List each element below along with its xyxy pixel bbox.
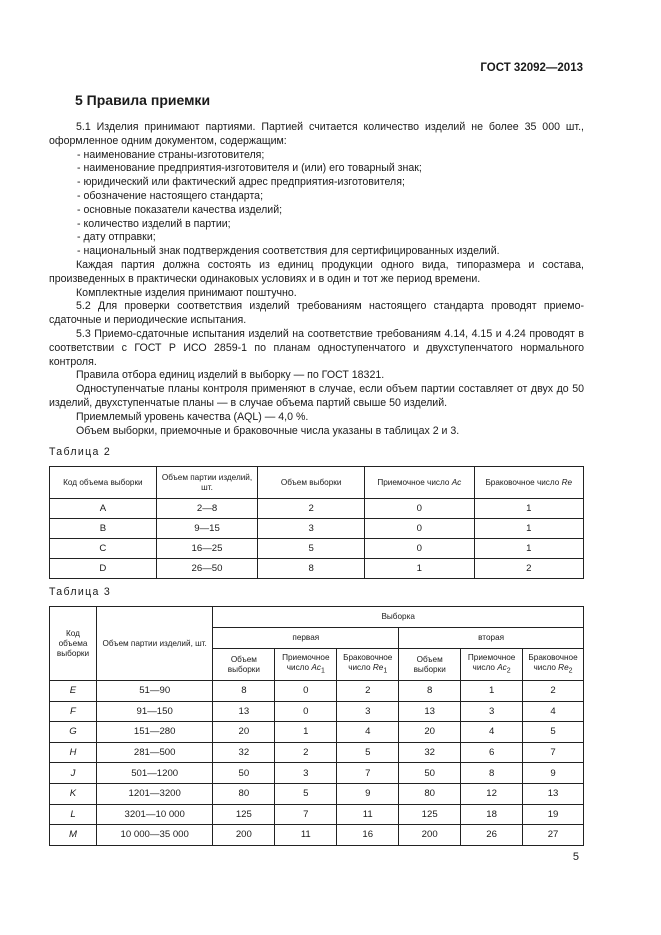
table-cell: 50 [399, 763, 461, 784]
table-cell: 7 [523, 742, 584, 763]
table-cell: 19 [523, 804, 584, 825]
table-3-caption: Таблица 3 [49, 586, 112, 598]
table-cell: G [50, 722, 97, 743]
table-cell: 20 [399, 722, 461, 743]
table-cell: 11 [275, 825, 337, 846]
column-header: Код объема выборки [50, 467, 157, 499]
table-cell: 18 [461, 804, 523, 825]
table-cell: 50 [213, 763, 275, 784]
table-cell: 3 [461, 701, 523, 722]
table-cell: 13 [213, 701, 275, 722]
table-2 [49, 466, 584, 579]
table-row [50, 681, 584, 702]
table-cell: 7 [275, 804, 337, 825]
table-cell: 4 [461, 722, 523, 743]
table-cell: 2 [275, 742, 337, 763]
table-cell: 0 [365, 519, 474, 539]
column-group-header: Выборка [213, 607, 584, 628]
table-cell: 1 [275, 722, 337, 743]
column-header: Браковочное число Re [474, 467, 583, 499]
table-cell: 20 [213, 722, 275, 743]
table-row [50, 559, 584, 579]
document-number: ГОСТ 32092—2013 [480, 62, 583, 74]
body-text [49, 121, 584, 438]
table-cell: 200 [213, 825, 275, 846]
table-cell: 5 [258, 539, 365, 559]
table-cell: 5 [523, 722, 584, 743]
table-cell: H [50, 742, 97, 763]
list-item: - количество изделий в партии; [77, 217, 231, 230]
column-header: Объем партии изделий, шт. [156, 467, 257, 499]
table-cell: 13 [523, 783, 584, 804]
paragraph-5-1: 5.1 Изделия принимают партиями. Партией считается количество изделий не более 35 000 шт., оформленное одним документом, содержащим: [49, 121, 584, 147]
table-cell: M [50, 825, 97, 846]
table-row [50, 519, 584, 539]
page-number: 5 [572, 851, 579, 863]
table-cell: C [50, 539, 157, 559]
table-cell: 4 [523, 701, 584, 722]
table-3 [49, 606, 584, 846]
table-cell: 27 [523, 825, 584, 846]
requirements-list [49, 149, 584, 259]
table-cell: 1 [474, 539, 583, 559]
table-cell: 8 [461, 763, 523, 784]
table-cell: 26—50 [156, 559, 257, 579]
column-header: Приемочное число Ac [365, 467, 474, 499]
table-cell: 3 [337, 701, 399, 722]
table-cell: 1 [474, 499, 583, 519]
table-cell: 1 [461, 681, 523, 702]
table-cell: F [50, 701, 97, 722]
table-cell: 0 [365, 539, 474, 559]
table-cell: 2 [523, 681, 584, 702]
table-cell: 0 [275, 681, 337, 702]
table-cell: D [50, 559, 157, 579]
table-cell: 91—150 [96, 701, 212, 722]
list-item: - обозначение настоящего стандарта; [77, 189, 264, 202]
table-row [50, 499, 584, 519]
table-cell: 281—500 [96, 742, 212, 763]
column-header: Браковочное число $Re_1$ [337, 649, 399, 681]
table-cell: 8 [258, 559, 365, 579]
column-header: Объем партии изделий, шт. [96, 607, 212, 681]
table-cell: 1 [474, 519, 583, 539]
list-item: - национальный знак подтверждения соответствия для сертифицированных изделий. [77, 245, 500, 258]
paragraph-5-3: 5.3 Приемо-сдаточные испытания изделий на соответствие требованиям 4.14, 4.15 и 4.24 проводят в соответствии с ГОСТ Р ИСО 2859-1 по планам одноступенчатого и двухступенчатого нормального контроля. [49, 327, 584, 368]
table-cell: 3201—10 000 [96, 804, 212, 825]
table-cell: 80 [213, 783, 275, 804]
table-cell: L [50, 804, 97, 825]
table-cell: 9 [337, 783, 399, 804]
paragraph-5-2: 5.2 Для проверки соответствия изделий требованиям настоящего стандарта проводят приемо-сдаточные и периодические испытания. [49, 300, 584, 327]
table-cell: 26 [461, 825, 523, 846]
table-cell: 8 [213, 681, 275, 702]
table-2-caption: Таблица 2 [49, 446, 112, 458]
table-cell: 2 [474, 559, 583, 579]
list-item: - наименование предприятия-изготовителя и (или) его товарный знак; [77, 162, 422, 175]
list-item: - дату отправки; [77, 231, 156, 244]
column-header: Объем выборки [213, 649, 275, 681]
table-cell: 2—8 [156, 499, 257, 519]
table-cell: 2 [258, 499, 365, 519]
table-cell: 80 [399, 783, 461, 804]
paragraph: Объем выборки, приемочные и браковочные числа указаны в таблицах 2 и 3. [76, 424, 460, 437]
section-title: 5 Правила приемки [75, 92, 211, 108]
table-cell: 0 [365, 499, 474, 519]
table-cell: 51—90 [96, 681, 212, 702]
table-cell: 0 [275, 701, 337, 722]
table-cell: 1 [365, 559, 474, 579]
table-cell: 125 [399, 804, 461, 825]
table-cell: 16 [337, 825, 399, 846]
table-cell: 125 [213, 804, 275, 825]
table-cell: 32 [399, 742, 461, 763]
table-cell: 10 000—35 000 [96, 825, 212, 846]
column-header: Приемочное число $Ac_1$ [275, 649, 337, 681]
column-header: Код объема выборки [50, 607, 97, 681]
column-header: Браковочное число $Re_2$ [523, 649, 584, 681]
list-item: - юридический или фактический адрес предприятия-изготовителя; [77, 176, 405, 189]
table-row [50, 763, 584, 784]
paragraph: Правила отбора единиц изделий в выборку — по ГОСТ 18321. [76, 369, 385, 382]
table-cell: 1201—3200 [96, 783, 212, 804]
paragraph: Приемлемый уровень качества (AQL) — 4,0 %. [76, 410, 309, 423]
table-header-row [50, 467, 584, 499]
column-group-header: первая [213, 628, 399, 649]
table-cell: 2 [337, 681, 399, 702]
table-cell: 4 [337, 722, 399, 743]
column-group-header: вторая [399, 628, 584, 649]
table-cell: A [50, 499, 157, 519]
table-cell: 5 [337, 742, 399, 763]
table-row [50, 722, 584, 743]
table-cell: E [50, 681, 97, 702]
table-row [50, 539, 584, 559]
table-cell: 13 [399, 701, 461, 722]
table-cell: 8 [399, 681, 461, 702]
table-cell: 6 [461, 742, 523, 763]
table-cell: 9—15 [156, 519, 257, 539]
table-cell: 11 [337, 804, 399, 825]
column-header: Объем выборки [258, 467, 365, 499]
paragraph: Одноступенчатые планы контроля применяют в случае, если объем партии составляет от двух до 50 изделий, двухступенчатые планы — в случае объема партий свыше 50 изделий. [49, 383, 584, 409]
paragraph: Комплектные изделия принимают поштучно. [76, 286, 297, 299]
table-cell: 501—1200 [96, 763, 212, 784]
column-header: Приемочное число $Ac_2$ [461, 649, 523, 681]
table-cell: 3 [275, 763, 337, 784]
list-item: - основные показатели качества изделий; [77, 203, 283, 216]
table-cell: 12 [461, 783, 523, 804]
table-cell: 16—25 [156, 539, 257, 559]
table-row [50, 804, 584, 825]
table-header-row [50, 607, 584, 628]
table-row [50, 742, 584, 763]
table-cell: 3 [258, 519, 365, 539]
table-cell: 200 [399, 825, 461, 846]
table-cell: 151—280 [96, 722, 212, 743]
table-cell: 32 [213, 742, 275, 763]
table-cell: B [50, 519, 157, 539]
table-cell: 9 [523, 763, 584, 784]
paragraph: Каждая партия должна состоять из единиц продукции одного вида, типоразмера и состава, произведенных в практически одинаковых условиях и в один и тот же период времени. [49, 258, 584, 285]
table-row [50, 701, 584, 722]
column-header: Объем выборки [399, 649, 461, 681]
table-cell: J [50, 763, 97, 784]
table-row [50, 825, 584, 846]
table-cell: K [50, 783, 97, 804]
table-cell: 5 [275, 783, 337, 804]
list-item: - наименование страны-изготовителя; [77, 148, 265, 161]
table-row [50, 783, 584, 804]
table-cell: 7 [337, 763, 399, 784]
